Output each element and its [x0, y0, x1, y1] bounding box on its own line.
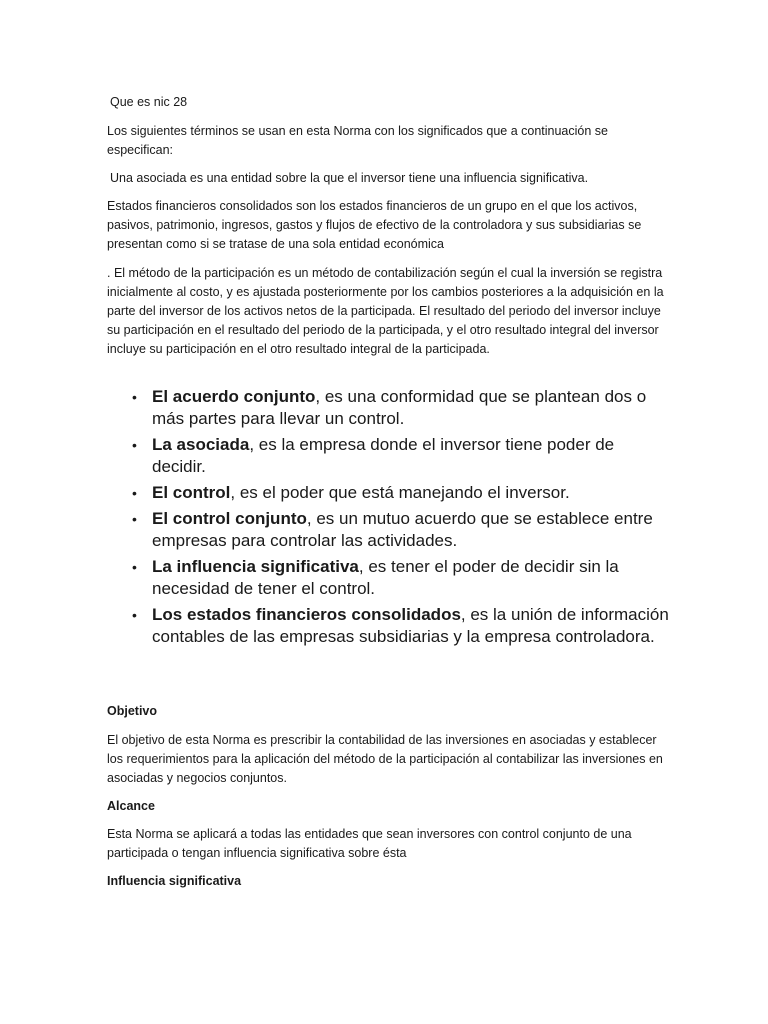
- bullet-icon: •: [132, 437, 137, 453]
- term: La influencia significativa: [152, 557, 359, 576]
- list-item: [130, 434, 670, 478]
- definition-text: , es tener el poder de decidir sin la necesidad de tener el control.: [152, 557, 619, 598]
- list-item: [130, 556, 670, 600]
- definition-text: , es la empresa donde el inversor tiene poder de decidir.: [152, 435, 615, 476]
- bullet-icon: •: [132, 607, 137, 623]
- alcance-heading: Alcance: [107, 799, 155, 813]
- influencia-heading: Influencia significativa: [107, 874, 242, 888]
- asociada-definition: Una asociada es una entidad sobre la que el inversor tiene una influencia significativa.: [110, 171, 589, 185]
- objetivo-heading: Objetivo: [107, 704, 158, 718]
- term: La asociada: [152, 435, 250, 454]
- list-item: [130, 386, 670, 430]
- intro-paragraph: Los siguientes términos se usan en esta Norma con los significados que a continuación se especifican:: [107, 124, 608, 157]
- definition-text: , es la unión de información contables de las empresas subsidiarias y la empresa controladora.: [152, 605, 669, 646]
- list-item: [130, 508, 670, 552]
- bullet-icon: •: [132, 559, 137, 575]
- term: El control: [152, 483, 231, 502]
- bullet-icon: •: [132, 511, 137, 527]
- bullet-icon: •: [132, 389, 137, 405]
- term: Los estados financieros consolidados: [152, 605, 461, 624]
- term: El acuerdo conjunto: [152, 387, 316, 406]
- definition-text: , es un mutuo acuerdo que se establece entre empresas para controlar las actividades.: [152, 509, 653, 550]
- definition-text: , es una conformidad que se plantean dos o más partes para llevar un control.: [152, 387, 647, 428]
- metodo-definition: . El método de la participación es un método de contabilización según el cual la inversión se registra inicialmente al costo, y es ajustada posteriormente por los cambios posteriores a la adquisición en la parte del inversor de los activos netos de la participada. El resultado del periodo del inversor incluye su participación en el resultado del periodo de la participada, y el otro resultado integral del inversor incluye su participación en el otro resultado integral de la participada.: [107, 266, 664, 356]
- bullet-icon: •: [132, 485, 137, 501]
- objetivo-paragraph: El objetivo de esta Norma es prescribir la contabilidad de las inversiones en asociadas y establecer los requerimientos para la aplicación del método de la participación al contabilizar las inversiones en asociadas y negocios conjuntos.: [107, 733, 663, 785]
- definitions-list: [130, 386, 670, 652]
- term: El control conjunto: [152, 509, 307, 528]
- estados-definition: Estados financieros consolidados son los estados financieros de un grupo en el que los activos, pasivos, patrimonio, ingresos, gastos y flujos de efectivo de la controladora y sus subsidiarias se presentan como si se tratase de una sola entidad económica: [107, 199, 642, 251]
- list-item: [130, 482, 670, 504]
- alcance-paragraph: Esta Norma se aplicará a todas las entidades que sean inversores con control conjunto de una participada o tengan influencia significativa sobre ésta: [107, 827, 632, 860]
- page-title: Que es nic 28: [110, 95, 188, 109]
- definition-text: , es el poder que está manejando el inversor.: [230, 483, 570, 502]
- list-item: [130, 604, 670, 648]
